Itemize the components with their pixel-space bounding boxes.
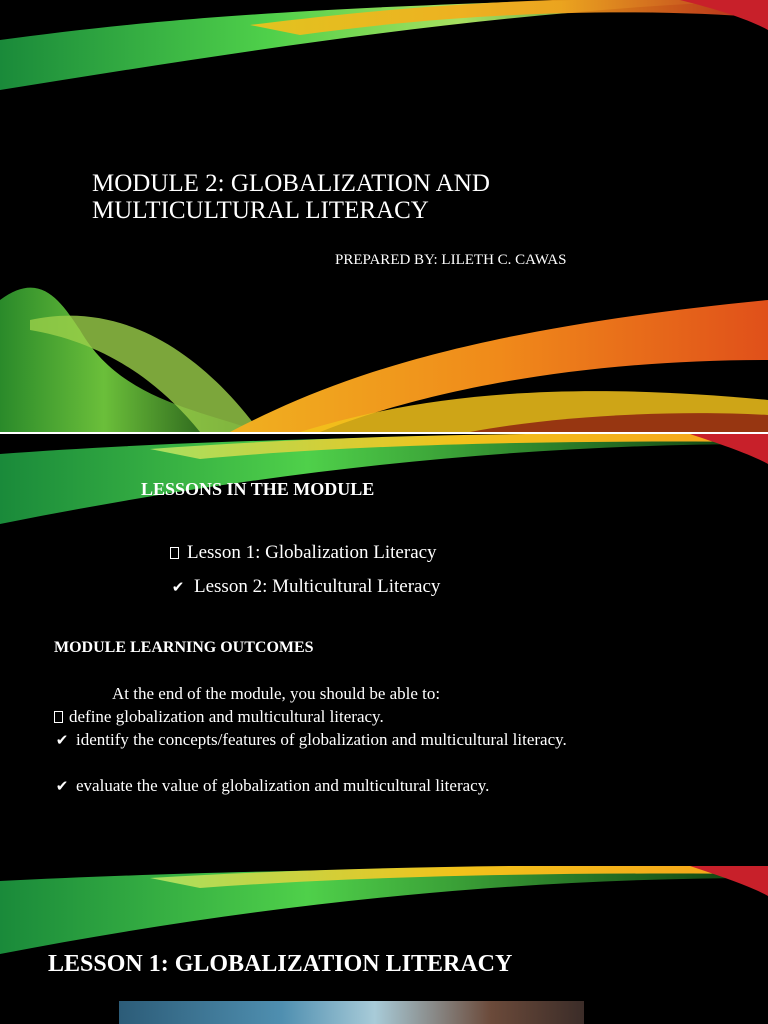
outcome-item: [54, 706, 594, 728]
lesson-title: LESSON 1: GLOBALIZATION LITERACY: [48, 951, 513, 977]
checkbox-icon: [54, 711, 63, 723]
lessons-heading: LESSONS IN THE MODULE: [141, 479, 375, 499]
outcome-text: identify the concepts/features of globalization and multicultural literacy.: [76, 730, 567, 749]
slide-title: MODULE 2: GLOBALIZATION AND MULTICULTURAL LITERACY: [92, 170, 490, 224]
lessons-slide: [0, 434, 768, 866]
checkmark-icon: ✔: [55, 777, 69, 795]
lesson-item: [170, 576, 440, 598]
outcomes-intro: At the end of the module, you should be able to:: [112, 684, 441, 703]
outcome-item: [54, 775, 594, 797]
lesson-item: [170, 542, 437, 564]
swoosh-decoration: [0, 434, 768, 534]
prepared-by-text: PREPARED BY: LILETH C. CAWAS: [335, 252, 567, 268]
outcome-item: [54, 729, 594, 751]
checkmark-icon: ✔: [55, 731, 69, 749]
lesson1-slide: [0, 866, 768, 1024]
lesson-label: Lesson 1: Globalization Literacy: [187, 542, 437, 563]
outcome-text: define globalization and multicultural literacy.: [69, 707, 384, 726]
lesson-image: [119, 1001, 584, 1024]
checkmark-icon: ✔: [171, 578, 185, 596]
outcomes-heading: MODULE LEARNING OUTCOMES: [54, 639, 314, 656]
outcome-text: evaluate the value of globalization and multicultural literacy.: [76, 776, 490, 795]
checkbox-icon: [170, 547, 179, 559]
title-slide: [0, 0, 768, 432]
lesson-label: Lesson 2: Multicultural Literacy: [194, 576, 441, 597]
